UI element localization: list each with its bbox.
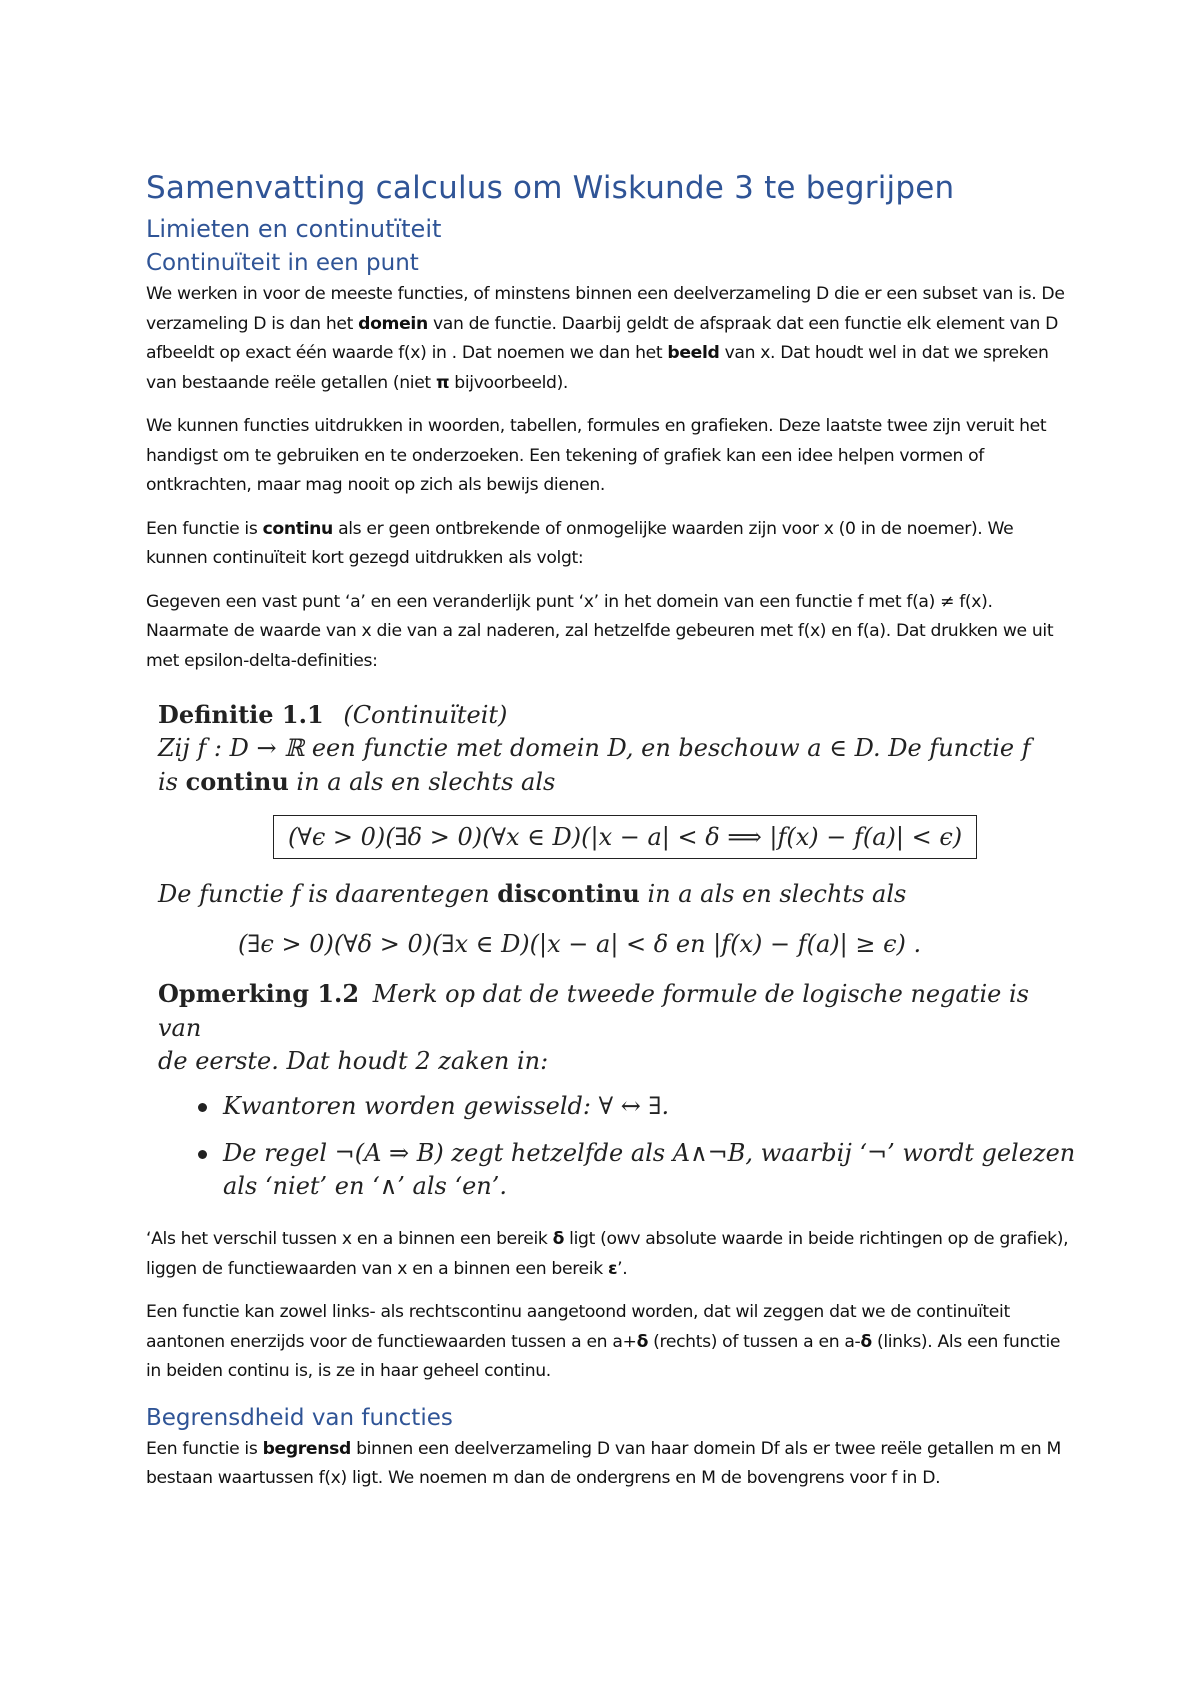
remark-bullet: Kwantoren worden gewisseld: ∀ ↔ ∃. (158, 1090, 1076, 1123)
definition-line-2: is continu in a als en slechts als (158, 767, 556, 796)
paragraph-domain: We werken in voor de meeste functies, of minstens binnen een deelverzameling D die er een subset van is. De verzameling D is dan het domein van de functie. Daarbij geldt de afspraak dat een functie elk element van D afbeeldt op exact één waarde f(x) in . Dat noemen we dan het beeld van x. Dat houdt wel in dat we spreken van bestaande reële getallen (niet π bijvoorbeeld). (146, 284, 1065, 393)
continuity-formula-box: (∀ϵ > 0)(∃δ > 0)(∀x ∈ D)(|x − a| < δ ⟹ |f(x) − f(a)| < ϵ) (273, 815, 977, 859)
section-heading-boundedness: Begrensdheid van functies (146, 1404, 453, 1431)
remark-line-1: Merk op dat de tweede formule de logische negatie is van (158, 980, 1029, 1042)
discontinuity-formula: (∃ϵ > 0)(∀δ > 0)(∃x ∈ D)(|x − a| < δ en |f(x) − f(a)| ≥ ϵ) . (238, 930, 922, 958)
paragraph-representations: We kunnen functies uitdrukken in woorden, tabellen, formules en grafieken. Deze laatste twee zijn veruit het handigst om te gebruiken en te onderzoeken. Een tekening of grafiek kan een idee helpen vormen of ontkrachten, maar mag nooit op zich als bewijs dienen. (146, 416, 1047, 495)
definition-name: (Continuïteit) (343, 701, 508, 729)
paragraph-epsilon-delta: Gegeven een vast punt ‘a’ en een veranderlijk punt ‘x’ in het domein van een functie f met f(a) ≠ f(x). Naarmate de waarde van x die van a zal naderen, zal hetzelfde gebeuren met f(x) en f(a). Dat drukken we uit met epsilon-delta-definities: (146, 591, 1054, 671)
chapter-heading: Limieten en continutïteit (146, 215, 442, 243)
paragraph-left-right-continuity: Een functie kan zowel links- als rechtscontinu aangetoond worden, dat wil zeggen dat we de continuïteit aantonen enerzijds voor de functiewaarden tussen a en a+δ (rechts) of tussen a en a-δ (links). Als een functie in beiden continu is, is ze in haar geheel continu. (146, 1302, 1061, 1381)
remark-bullet-list (158, 1090, 1076, 1203)
paragraph-explanation: ‘Als het verschil tussen x en a binnen een bereik δ ligt (owv absolute waarde in beide richtingen op de grafiek), liggen de functiewaarden van x en a binnen een bereik ε’. (146, 1229, 1069, 1279)
discontinuity-line: De functie f is daarentegen discontinu in a als en slechts als (158, 879, 907, 908)
section-heading-continuity: Continuïteit in een punt (146, 250, 419, 276)
definition-block (158, 698, 1076, 1203)
remark-heading (158, 977, 1076, 1045)
definition-heading (158, 698, 1076, 732)
paragraph-bounded: Een functie is begrensd binnen een deelverzameling D van haar domein Df als er twee reële getallen m en M bestaan waartussen f(x) ligt. We noemen m dan de ondergrens en M de bovengrens voor f in D. (146, 1438, 1061, 1488)
remark-line-2: de eerste. Dat houdt 2 zaken in: (158, 1047, 549, 1075)
document-content (146, 168, 1076, 1508)
definition-line-1: Zij f : D → ℝ een functie met domein D, en beschouw a ∈ D. De functie f (158, 734, 1031, 762)
document-title: Samenvatting calculus om Wiskunde 3 te begrijpen (146, 170, 955, 206)
definition-label: Definitie 1.1 (158, 700, 324, 729)
remark-bullet: De regel ¬(A ⇒ B) zegt hetzelfde als A∧¬B, waarbij ‘¬’ wordt gelezen als ‘niet’ en ‘∧’ als ‘en’. (158, 1137, 1076, 1203)
remark-label: Opmerking 1.2 (158, 979, 360, 1008)
bullet-dot-icon (198, 1150, 207, 1159)
bullet-dot-icon (198, 1103, 207, 1112)
paragraph-continuous: Een functie is continu als er geen ontbrekende of onmogelijke waarden zijn voor x (0 in de noemer). We kunnen continuïteit kort gezegd uitdrukken als volgt: (146, 518, 1014, 568)
